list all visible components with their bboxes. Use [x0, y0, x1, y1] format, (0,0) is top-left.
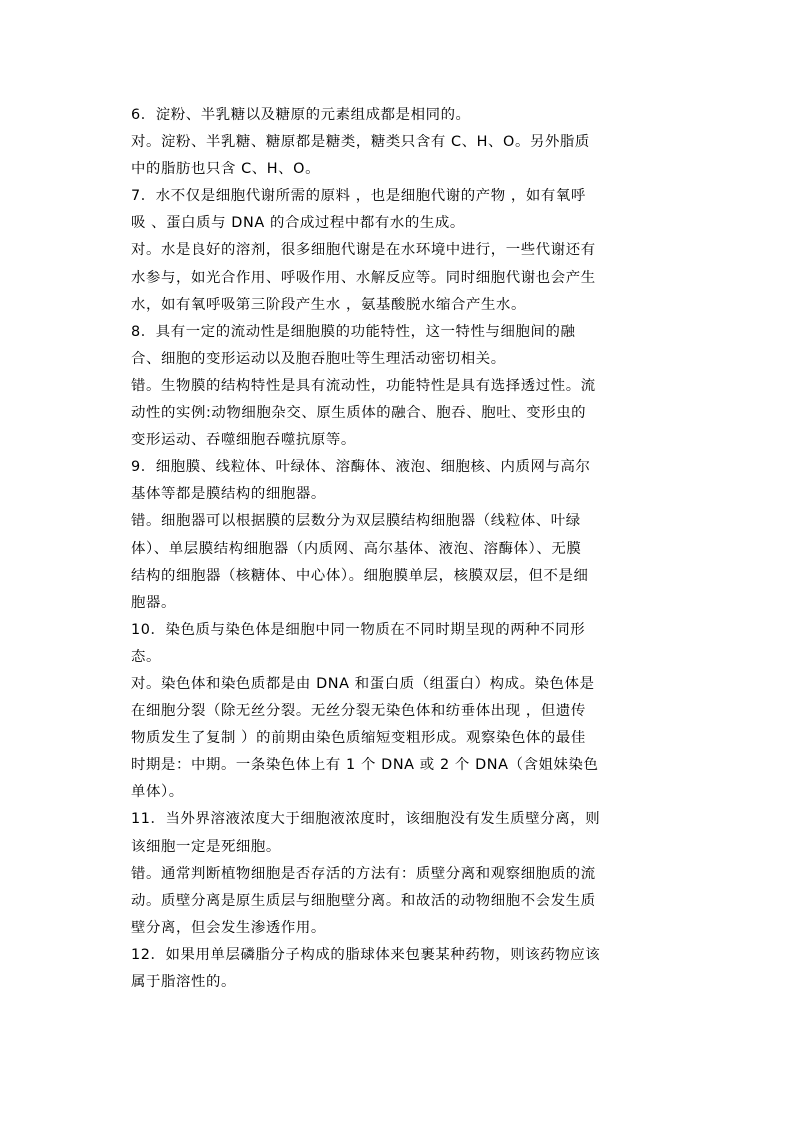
- answer-6-line: 中的脂肪也只含 C、H、O。: [131, 161, 321, 178]
- answer-10-line: 单体）。: [131, 784, 184, 801]
- answer-8-line: 错。生物膜的结构特性是具有流动性，功能特性是具有选择透过性。流: [131, 377, 596, 394]
- question-8-line: 合、细胞的变形运动以及胞吞胞吐等生理活动密切相关。: [131, 350, 506, 367]
- answer-8-line: 动性的实例:动物细胞杂交、原生质体的融合、胞吞、胞吐、变形虫的: [131, 405, 587, 422]
- answer-9-line: 体）、单层膜结构细胞器（内质网、高尔基体、液泡、溶酶体）、无膜: [131, 540, 582, 557]
- answer-9-line: 错。细胞器可以根据膜的层数分为双层膜结构细胞器（线粒体、叶绿: [131, 513, 581, 530]
- question-9-line: 9．细胞膜、线粒体、叶绿体、溶酶体、液泡、细胞核、内质网与高尔: [131, 459, 591, 476]
- answer-11-line: 壁分离，但会发生渗透作用。: [131, 919, 326, 936]
- question-12-line: 12．如果用单层磷脂分子构成的脂球体来包裹某种药物，则该药物应该: [131, 946, 601, 963]
- answer-7-line: 水，如有氧呼吸第三阶段产生水 ，氨基酸脱水缩合产生水。: [131, 296, 526, 313]
- answer-10-line: 在细胞分裂（除无丝分裂。无丝分裂无染色体和纺垂体出现 ，但遗传: [131, 703, 586, 720]
- answer-11-line: 错。通常判断植物细胞是否存活的方法有：质壁分离和观察细胞质的流: [131, 865, 596, 882]
- question-11-line: 11．当外界溶液浓度大于细胞液浓度时，该细胞没有发生质壁分离，则: [131, 811, 601, 828]
- question-7-line: 7．水不仅是细胞代谢所需的原料 ，也是细胞代谢的产物 ，如有氧呼: [131, 188, 586, 205]
- answer-10-line: 对。染色体和染色质都是由 DNA 和蛋白质（组蛋白）构成。染色体是: [131, 675, 595, 692]
- answer-9-line: 结构的细胞器（核糖体、中心体）。细胞膜单层，核膜双层，但不是细: [131, 567, 589, 584]
- question-11-line: 该细胞一定是死细胞。: [131, 838, 281, 855]
- question-7-line: 吸 、蛋白质与 DNA 的合成过程中都有水的生成。: [131, 215, 465, 232]
- document-body: [131, 102, 671, 996]
- answer-10-line: 时期是：中期。一条染色体上有 1 个 DNA 或 2 个 DNA（含姐妹染色: [131, 757, 599, 774]
- question-10-line: 态。: [131, 648, 161, 665]
- question-12-line: 属于脂溶性的。: [131, 974, 236, 990]
- answer-8-line: 变形运动、吞噬细胞吞噬抗原等。: [131, 432, 356, 449]
- answer-6-line: 对。淀粉、半乳糖、糖原都是糖类，糖类只含有 C、H、O。另外脂质: [131, 134, 590, 151]
- answer-9-line: 胞器。: [131, 594, 176, 611]
- question-9-line: 基体等都是膜结构的细胞器。: [131, 486, 326, 503]
- question-8-line: 8．具有一定的流动性是细胞膜的功能特性，这一特性与细胞间的融: [131, 323, 576, 340]
- answer-11-line: 动。质壁分离是原生质层与细胞壁分离。和故活的动物细胞不会发生质: [131, 892, 596, 909]
- answer-7-line: 水参与，如光合作用、呼吸作用、水解反应等。同时细胞代谢也会产生: [131, 269, 596, 286]
- answer-7-line: 对。水是良好的溶剂，很多细胞代谢是在水环境中进行，一些代谢还有: [131, 242, 596, 259]
- answer-10-line: 物质发生了复制 ）的前期由染色质缩短变粗形成。观察染色体的最佳: [131, 730, 586, 747]
- question-10-line: 10．染色质与染色体是细胞中同一物质在不同时期呈现的两种不同形: [131, 621, 586, 638]
- question-6: 6．淀粉、半乳糖以及糖原的元素组成都是相同的。: [131, 107, 471, 123]
